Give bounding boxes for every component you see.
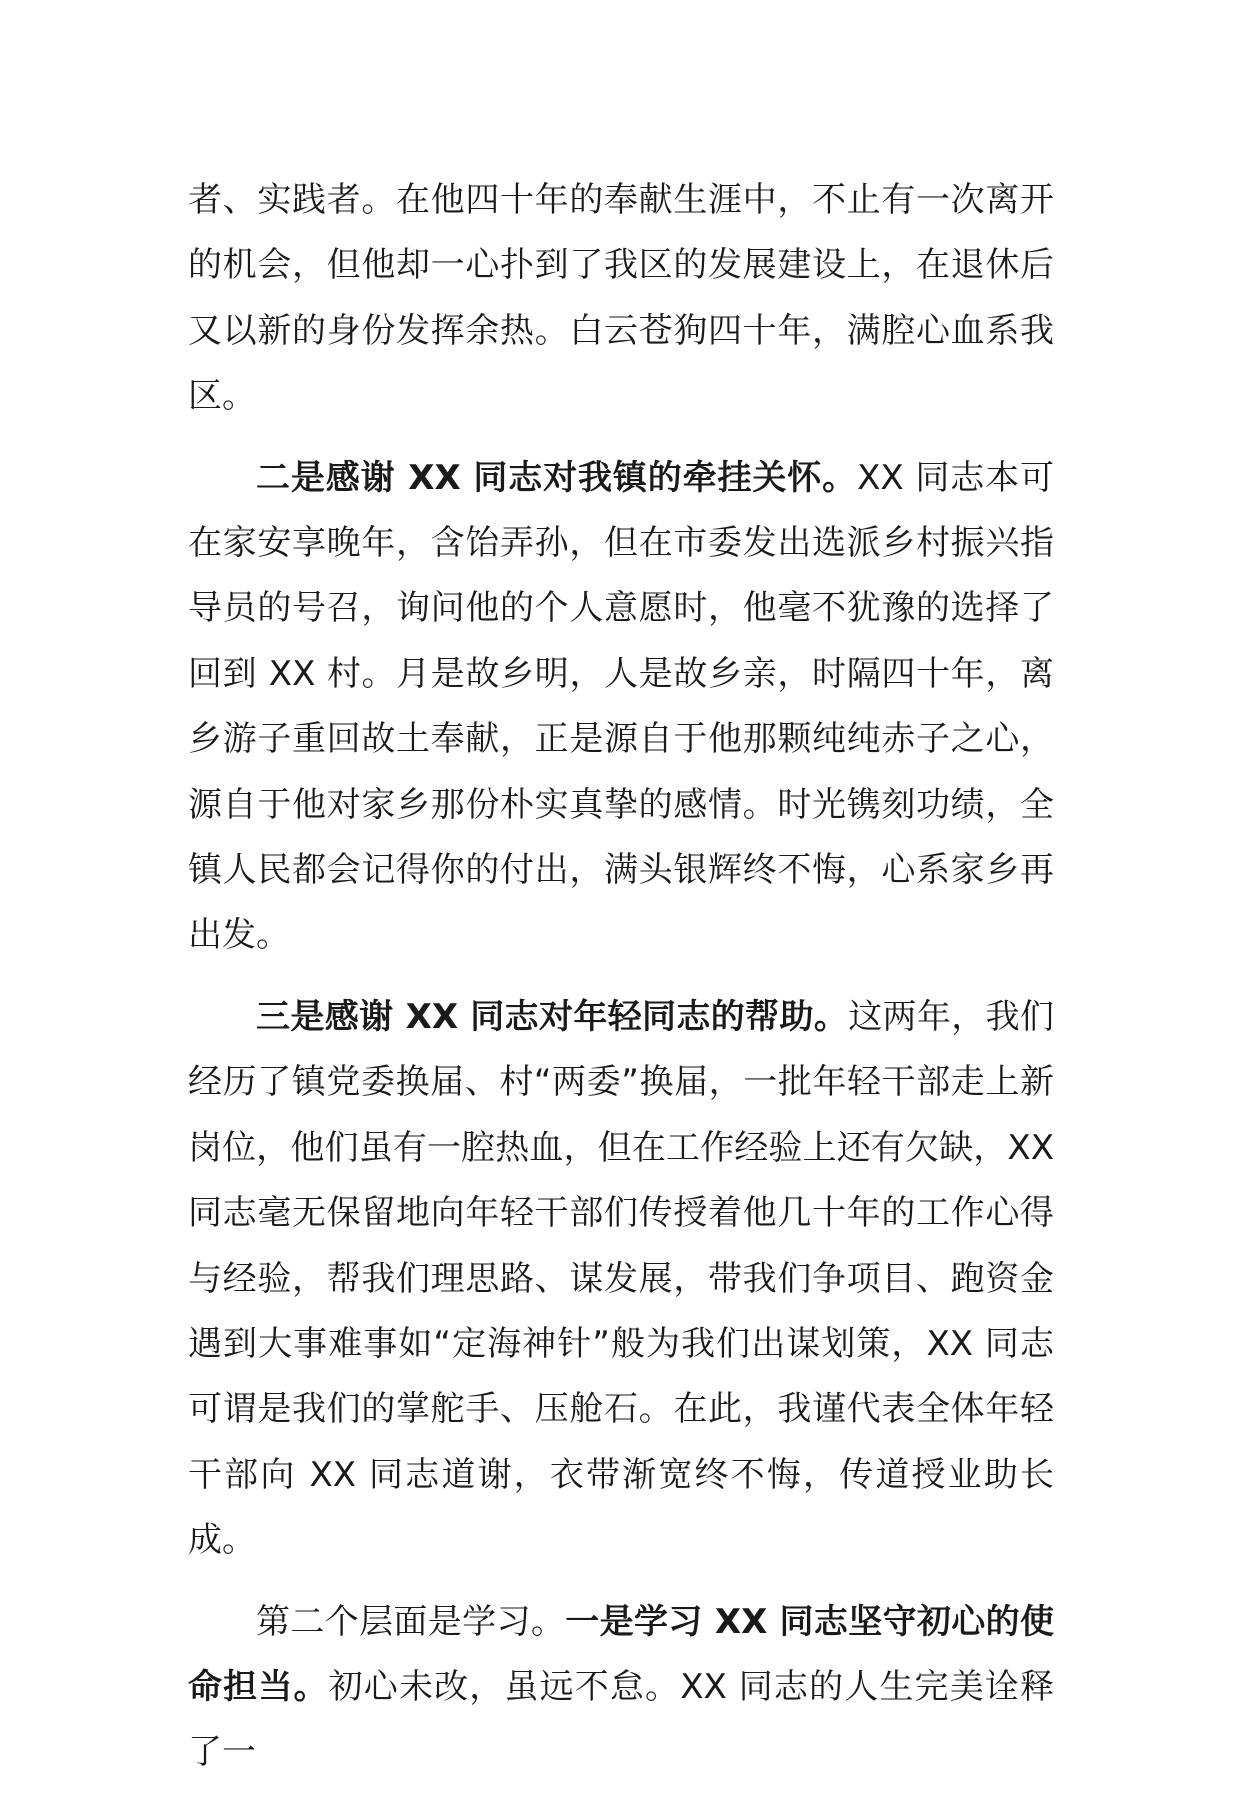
paragraph-2-text: XX 同志本可在家安享晚年，含饴弄孙，但在市委发出选派乡村振兴指导员的号召，询问他的个人意愿时，他毫不犹豫的选择了回到 XX 村。月是故乡明，人是故乡亲，时隔四十年，离乡游子重回故土奉献，正是源自于他那颗纯纯赤子之心，源自于他对家乡那份朴实真挚的感情。时光镌刻功绩，全镇人民都会记得你的付出，满头银辉终不悔，心系家乡再出发。 xyxy=(188,457,1054,956)
paragraph-3-heading: 三是感谢 XX 同志对年轻同志的帮助。 xyxy=(256,996,849,1037)
paragraph-1 xyxy=(188,168,1054,430)
paragraph-3 xyxy=(188,985,1054,1574)
paragraph-4-text: 初心未改，虽远不怠。XX 同志的人生完美诠释了一 xyxy=(188,1666,1055,1773)
paragraph-4-heading: 一是学习 XX 同志坚守初心的使命担当。 xyxy=(188,1601,1054,1707)
paragraph-4-intro: 第二个层面是学习。 xyxy=(256,1601,566,1642)
paragraph-2-heading: 二是感谢 XX 同志对我镇的牵挂关怀。 xyxy=(256,457,858,498)
document-body xyxy=(188,168,1054,1802)
paragraph-1-text: 者、实践者。在他四十年的奉献生涯中，不止有一次离开的机会，但他却一心扑到了我区的发展建设上，在退休后又以新的身份发挥余热。白云苍狗四十年，满腔心血系我区。 xyxy=(188,180,1054,417)
paragraph-2 xyxy=(188,446,1054,969)
paragraph-3-text: 这两年，我们经历了镇党委换届、村“两委”换届，一批年轻干部走上新岗位，他们虽有一腔热血，但在工作经验上还有欠缺，XX 同志毫无保留地向年轻干部们传授着他几十年的工作心得与经验，帮我们理思路、谋发展，带我们争项目、跑资金遇到大事难事如“定海神针”般为我们出谋划策，XX 同志可谓是我们的掌舵手、压舱石。在此，我谨代表全体年轻干部向 XX 同志道谢，衣带渐宽终不悔，传道授业助长成。 xyxy=(188,996,1054,1561)
paragraph-4 xyxy=(188,1590,1054,1786)
